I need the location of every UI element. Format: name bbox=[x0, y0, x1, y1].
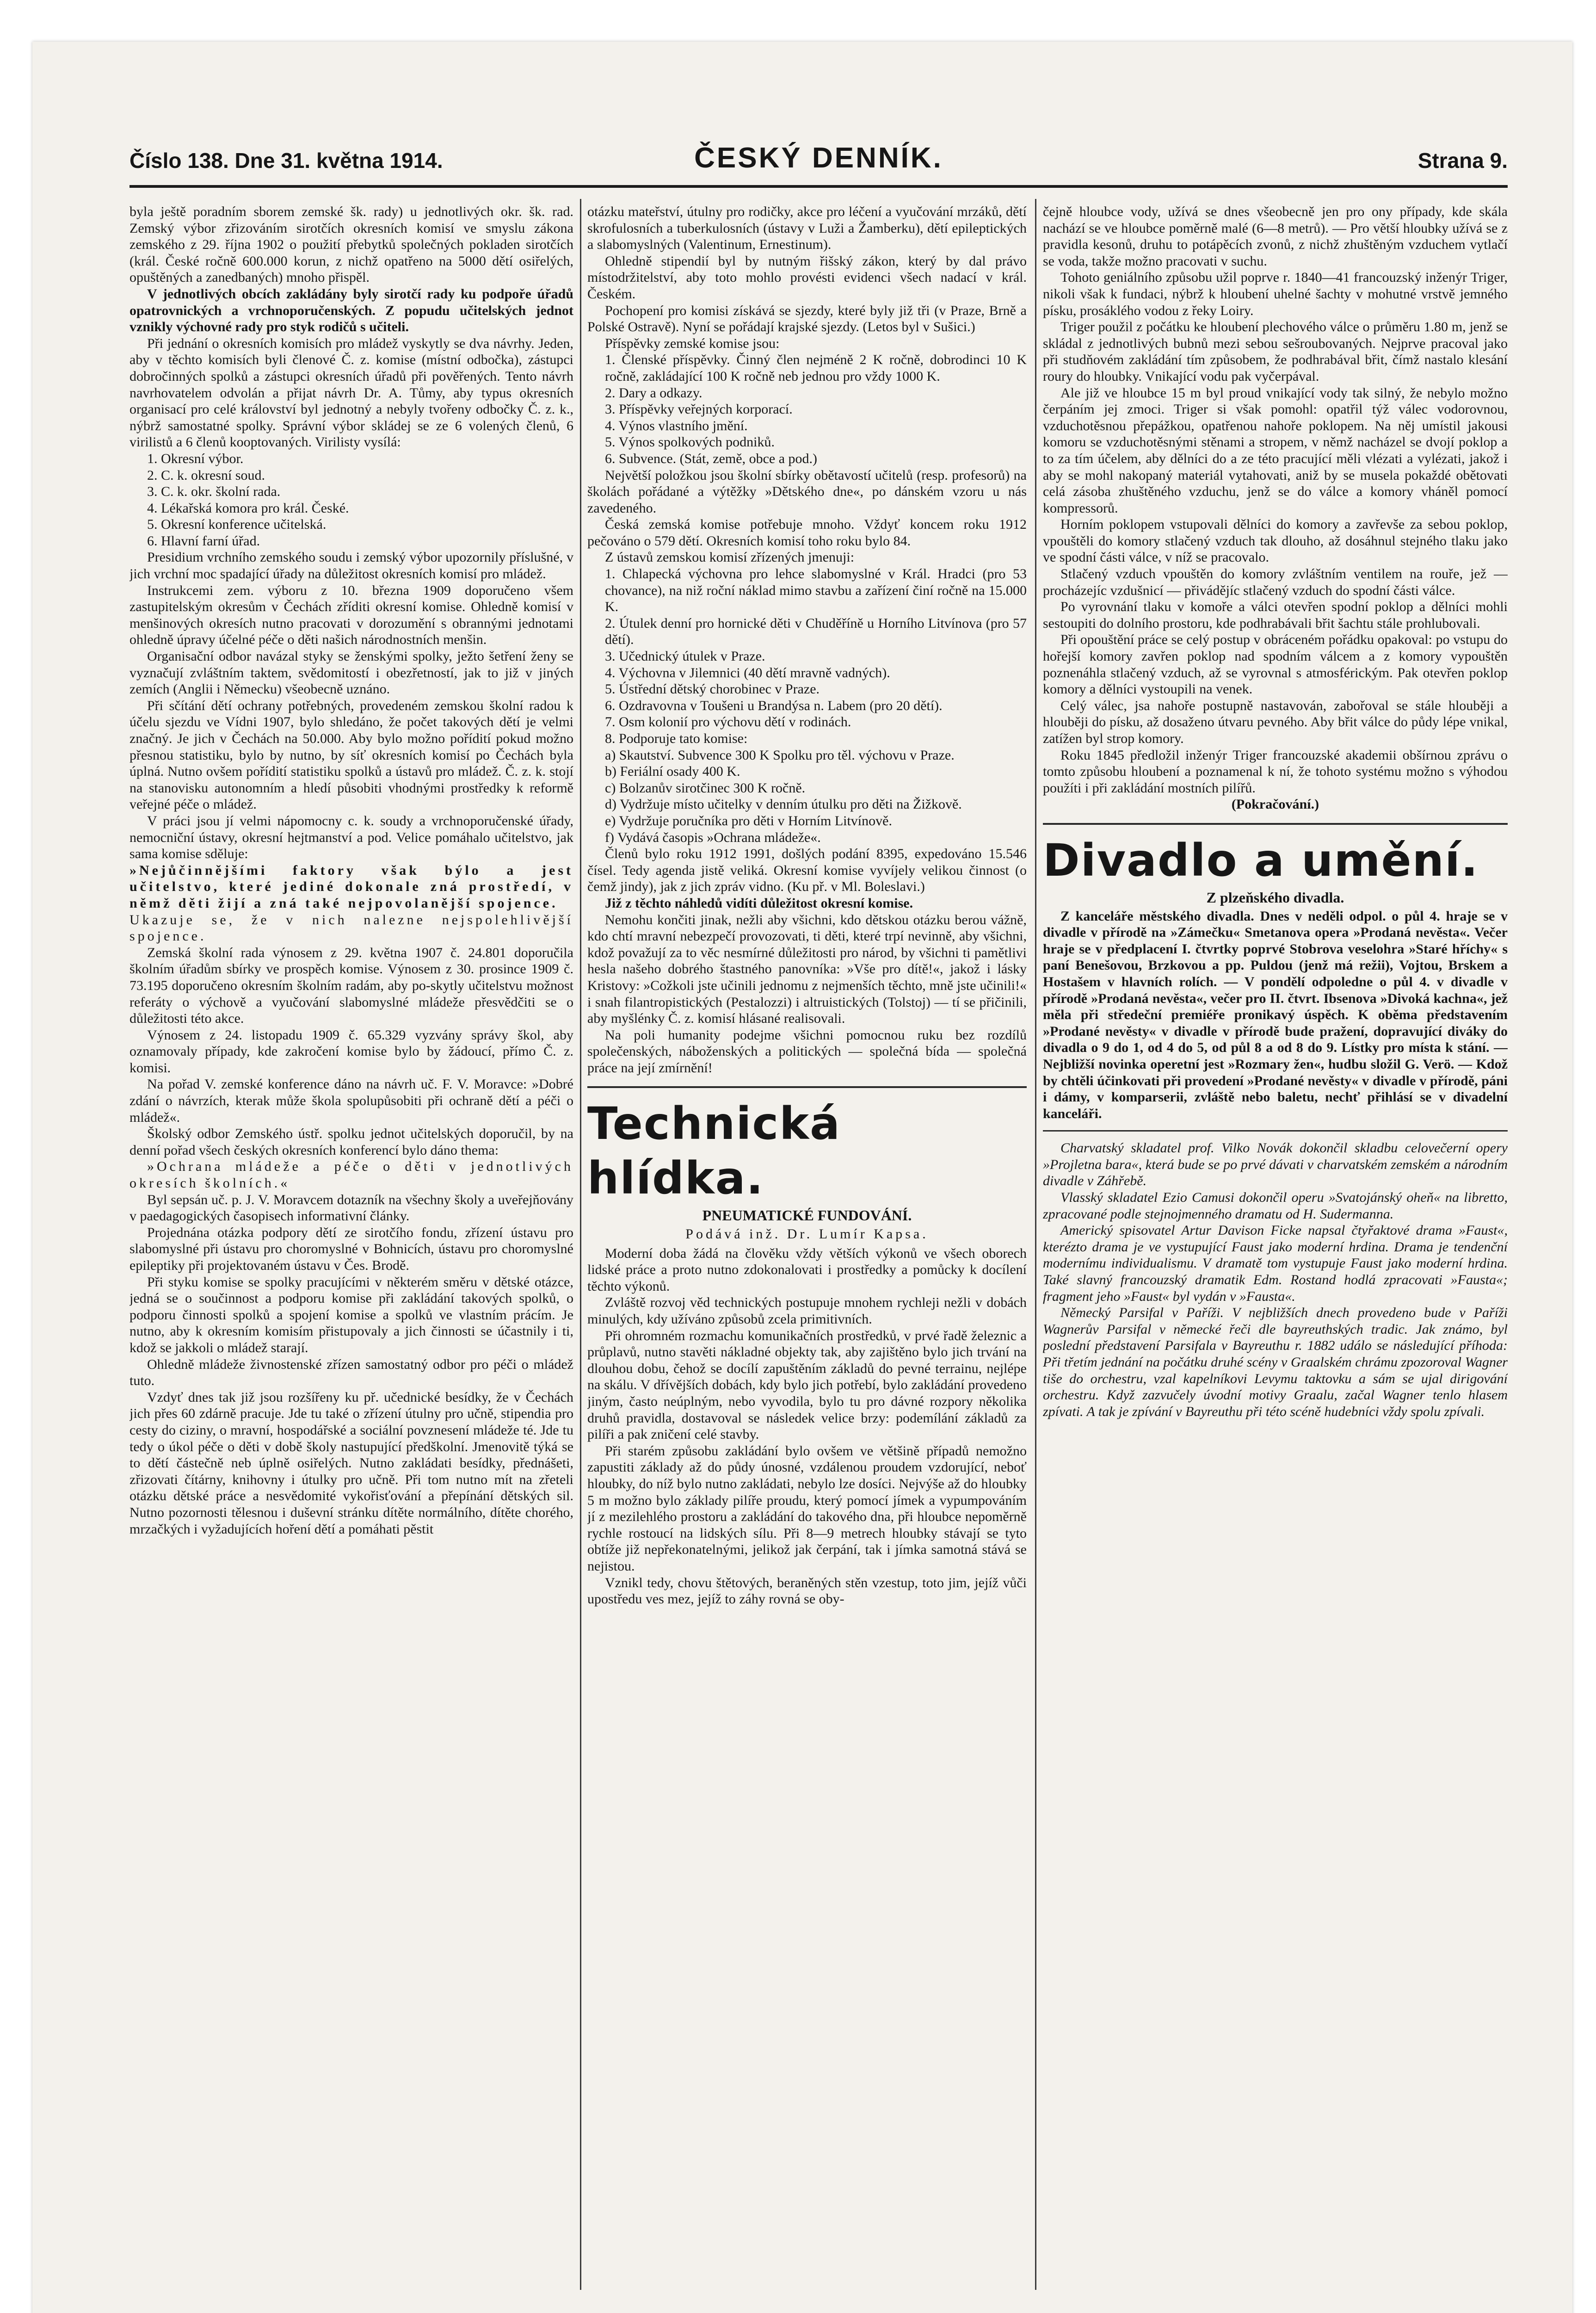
list-item: 1. Chlapecká výchovna pro lehce slabomyslné v Král. Hradci (pro 53 chovance), na niž roční náklad mimo stavbu a zařízení činí ročně na 15.000 K. bbox=[605, 566, 1027, 615]
article-subtitle: PNEUMATICKÉ FUNDOVÁNÍ. bbox=[702, 1207, 912, 1224]
list-item: 1. Členské příspěvky. Činný člen nejméně 2 K ročně, dobrodinci 10 K ročně, zakládající 100 K ročně neb jednou pro vždy 1000 K. bbox=[605, 352, 1027, 384]
list-item: 3. Učednický útulek v Praze. bbox=[605, 649, 765, 664]
masthead: ČESKÝ DENNÍK. bbox=[694, 142, 943, 174]
paragraph: Z kanceláře městského divadla. Dnes v neděli odpol. o půl 4. hraje se v divadle v přírodě na »Zámečku« Smetanova opera »Prodaná nevěsta«. Večer hraje se v předplacení I. čtvrtky poprvé Stobrova veselohra »Staré hříchy« s paní Benešovou, Brzkovou a pp. Puldou (jenž má režii), Vojtou, Brskem a Hostašem v hlavních rolích. — V pondělí odpoledne o půl 4. v divadle v přírodě »Prodaná nevěsta«, večer pro II. čtvrt. Ibsenova »Divoká kachna«, jež měla při středeční premiéře pronikavý úspěch. K oběma představením »Prodané nevěsty« v divadle v přírodě bude pražení, dopravující diváky do divadla o 9 do 1, od 4 do 5, od půl 8 a od 8 do 9. Lístky pro místa k stání. — Nejbližší novinka operetní jest »Rozmary žen«, hudbu složil G. Verö. — Kdož by chtěli účinkovati při provedení »Prodané nevěsty« v divadle v přírodě, páni i dámy, v komparserii, zvláště nebo baletu, nechť přihlásí se v divadelní kanceláři. bbox=[1043, 908, 1508, 1121]
paragraph: Při starém způsobu zakládání bylo ovšem ve většině případů nemožno zapustiti základy až do půdy únosné, vzdálenou proudem vzdorující, neboť hloubky, do níž bylo nutno zakládati, nebylo lze dosíci. Nejvýše až do hloubky 5 m možno bylo základy pilíře proudu, který pomocí jímek a vypumpováním jí z mezilehlého prostoru a zakládání do takového dna, při hloubce nepoměrně rychle rostoucí na lidských sílu. Při 8—9 metrech hloubky stávají se tyto obtíže již nepřekonatelnými, jelikož jak čerpání, tak i jímka samotná stává se nejistou. bbox=[587, 1443, 1027, 1574]
paragraph: Vzdyť dnes tak již jsou rozšířeny ku př. učednické besídky, že v Čechách jich přes 60 zdárně pracuje. Jde tu také o zřízení útulny pro učně, stipendia pro cesty do ciziny, o mravní, hospodářské a sociální povznesení mládeže té. Jde tu tedy o úkol péče o děti v době školy nastupující předškolní. Jmenovitě týká se to dětí částečně neb úplně osiřelých. Nutno zakládati besídky, přednášeti, zřizovati čítárny, knihovny i útulky pro učně. Při tom nutno mít na zřeteli otázku dětské práce a nesvědomité vykořisťování a přepínání dětských sil. Nutno pozornosti tělesnou i duševní stránku dítěte normálního, dítěte chorého, mrzačkých i vyžadujících hoření dětí a pomáhati pěstit bbox=[129, 1389, 573, 1537]
paragraph: Nemohu končiti jinak, nežli aby všichni, kdo dětskou otázku berou vážně, kdo chtí mravní nebezpečí provozovati, ti děti, které trpí nevinně, aby všichni, kdož považují za to věc nesmírné důležitosti pro národ, by všichni ti pamětlivi hesla našeho dobrého štastného panovníka: »Vše pro dítě!«, jakož i lásky Kristovy: »Cožkoli jste učinili jednomu z nejmenších těchto, mně jste učinili!« i snah filantropistických (Pestalozzi) i altruistických (Tolstoj) — tí se přičinili, aby myšlénky Č. z. komisí hlásané realisovali. bbox=[587, 912, 1027, 1027]
paragraph: Při ohromném rozmachu komunikačních prostředků, v prvé řadě železnic a průplavů, nutno stavěti nákladné objekty tak, aby zajištěno bylo jich trvání na dlouhou dobu, čehož se docílí zapuštěním základů do pevné terrainu, nejlépe na skálu. V dřívějších dobách, kdy bylo jich potřebí, bylo zakládání provedeno jiným, často neúplným, nebo vyvodila, bylo tu pro dávné rozpory několika druhů pravidla, dostavoval se následek velice brzy: podemílání základů za pilíři a pak zničení celé stavby. bbox=[587, 1328, 1027, 1442]
list-item: a) Skautství. Subvence 300 K Spolku pro těl. výchovu v Praze. bbox=[605, 747, 955, 763]
paragraph: Pochopení pro komisi získává se sjezdy, které byly již tři (v Praze, Brně a Polské Ostravě). Nyní se pořádají krajské sjezdy. (Letos byl v Sušici.) bbox=[587, 303, 1027, 335]
paragraph-spaced: »Ochrana mládeže a péče o děti v jednotlivých okresích školních.« bbox=[129, 1159, 573, 1191]
section-title: Technická hlídka. bbox=[587, 1098, 841, 1205]
list-item: 3. Příspěvky veřejných korporací. bbox=[605, 402, 793, 417]
paragraph: Členů bylo roku 1912 1991, došlých podání 8395, expedováno 15.546 čísel. Tedy agenda jistě veliká. Okresní komise vyvíjely velikou činnost (o čemž jindy), jak z jich zpráv vidno. (Ku př. v Ml. Boleslavi.) bbox=[587, 846, 1027, 895]
paragraph: Ale již ve hloubce 15 m byl proud vnikající vody tak silný, že nebylo možno čerpáním jej zmoci. Triger si však pomohl: opatřil týž válec vodorovnou, vzduchotěsnou přepážkou, opatřenou nahoře poklopem. Na něj umístil jakousi komoru se vzduchotěsnými stěnami a stropem, v němž nacházel se dvojí poklop a to za tím účelem, aby dělníci do a ze této pracující měli vlézati a vylézati, jakož i aby se mohl nakopaný materiál vytahovati, aniž by se musela pokaždé obětovati celá zásoba zhuštěného vzduchu, jenž se do válce a komory vháněl pomocí kompressorů. bbox=[1043, 385, 1508, 516]
paragraph: Americký spisovatel Artur Davison Ficke napsal čtyřaktové drama »Faust«, kterézto drama je ve vystupující Faust jako moderní hrdina. Drama je tendenční modernímu individualismu. V dramatě tom vystupuje Faust jako moderní hrdina. Také slavný francouzský dramatik Edm. Rostand hodlá zpracovati »Fausta«; fragment jeho »Faust« byl vydán v »Fausta«. bbox=[1043, 1223, 1508, 1304]
paragraph: Česká zemská komise potřebuje mnoho. Vždyť koncem roku 1912 pečováno o 579 dětí. Okresních komisí toho roku bylo 84. bbox=[587, 517, 1027, 549]
list-item: 2. Útulek denní pro hornické děti v Chuděříně u Horního Litvínova (pro 57 dětí). bbox=[605, 615, 1027, 648]
section-divider bbox=[587, 1086, 1027, 1088]
section-divider bbox=[1043, 823, 1508, 825]
paragraph: Z ústavů zemskou komisí zřízených jmenuji: bbox=[605, 550, 855, 565]
issue-date: Číslo 138. Dne 31. května 1914. bbox=[129, 148, 443, 173]
paragraph: Celý válec, jsa nahoře postupně nastavován, zabořoval se stále hlouběji a hlouběji do písku, až dosaženo útvaru pevného. Aby břit válce do půdy lépe vnikal, zatížen byl strop komory. bbox=[1043, 698, 1508, 746]
paragraph: Presidium vrchního zemského soudu i zemský výbor upozornily příslušné, v jich vrchní moc spadající úřady na důležitost okresních komisí pro mládež. bbox=[129, 550, 573, 582]
paragraph: Projednána otázka podpory dětí ze sirotčího fondu, zřízení ústavu pro slabomyslné při ústavu pro choromyslné v Bohnicích, ústavu pro choromyslné epileptiky při projektovaném ústavu v Čes. Brodě. bbox=[129, 1225, 573, 1273]
article-byline: Podává inž. Dr. Lumír Kapsa. bbox=[685, 1226, 929, 1242]
list-item: c) Bolzanův sirotčinec 300 K ročně. bbox=[605, 780, 806, 796]
paragraph: byla ještě poradním sborem zemské šk. rady) u jednotlivých okr. šk. rad. Zemský výbor zřizováním sirotčích okresních komisí ve smyslu zákona zemského z 29. října 1902 o použití přebytků společných pokladen sirotčích (král. České ročně 600.000 korun, z nichž opatřeno na 5000 dětí osiřelých, opuštěných a zanedbaných) mnoho přispěl. bbox=[129, 204, 573, 285]
paragraph-spaced: »Nejůčinnějšími faktory však býlo a jest učitelstvo, které jediné dokonale zná prostředí, v němž děti žijí a zná také nejpovolanější spojence. bbox=[129, 862, 573, 911]
paragraph: Německý Parsifal v Paříži. V nejbližších dnech provedeno bude v Paříži Wagnerův Parsifal v německé řeči dle bayreuthských tradic. Jak známo, byl poslední představení Parsifala v Bayreuthu r. 1882 událo se následující příhoda: Při třetím jednání na počátku druhé scény v Graalském chrámu zpozoroval Wagner tiše do orchestru, vzal kapelníkovi Levymu taktovku a sám se ujal dirigování orchestru. Když zazvučely úvodní motivy Graalu, začal Wagner tenlo hlasem zpívati. A tak je zpívání v Bayreuthu při této scéně hudebníci vždy spolu zpívali. bbox=[1043, 1305, 1508, 1419]
paragraph: Triger použil z počátku ke hloubení plechového válce o průměru 1.80 m, jenž se skládal z jednotlivých bubnů mezi sebou sešroubovaných. Nejprve pracoval jako při studňovém zakládání tím způsobem, že podhrabával břit, čímž nastalo klesání roury do hloubky. Vnikající vodu pak vyčerpával. bbox=[1043, 319, 1508, 384]
column-1 bbox=[129, 204, 573, 2313]
list-item: 6. Hlavní farní úřad. bbox=[147, 533, 260, 549]
list-item: 8. Podporuje tato komise: bbox=[605, 731, 748, 746]
paragraph: Ohledně stipendií byl by nutným řišský zákon, který by dal právo místodržitelství, aby toto mohlo provésti evidenci všech nadací v král. Českém. bbox=[587, 253, 1027, 302]
list-item: d) Vydržuje místo učitelky v denním útulku pro děti na Žižkově. bbox=[605, 797, 962, 812]
list-item: e) Vydržuje poručníka pro děti v Horním Litvínově. bbox=[605, 813, 892, 829]
paragraph: Vznikl tedy, chovu štětových, beraněných stěn vzestup, toto jim, jejíž vůči upostředu ves mez, jejíž to záhy rovná se oby- bbox=[587, 1575, 1027, 1607]
paragraph-spaced: Ukazuje se, že v nich nalezne nejspolehlivější spojence. bbox=[129, 912, 573, 944]
list-item: 3. C. k. okr. školní rada. bbox=[147, 484, 281, 500]
paragraph: Již z těchto náhledů vidíti důležitost okresní komise. bbox=[605, 895, 913, 911]
continuation-note: (Pokračování.) bbox=[1231, 797, 1319, 812]
paragraph: Tohoto geniálního způsobu užil poprve r. 1840—41 francouzský inženýr Triger, nikoli však k fundaci, nýbrž k hloubení uhelné šachty v mohutné vrstvě jemného písku, prosáklého vodou z řeky Loiry. bbox=[1043, 270, 1508, 318]
list-item: 5. Výnos spolkových podniků. bbox=[605, 434, 775, 450]
column-3 bbox=[1043, 204, 1508, 2313]
list-item: 7. Osm kolonií pro výchovu dětí v rodinách. bbox=[605, 714, 851, 730]
paragraph: Největší položkou jsou školní sbírky obětavostí učitelů (resp. profesorů) na školách pořádané a výtěžky »Dětského dne«, po dánském vzoru u nás zavedeného. bbox=[587, 467, 1027, 516]
paragraph: Organisační odbor navázal styky se ženskými spolky, ježto šetření ženy se vyznačují zvláštním taktem, svědomitostí i obezřetností, jak to již v jiných zemích (Anglii i Německu) všeobecně uznáno. bbox=[129, 649, 573, 697]
paragraph: Roku 1845 předložil inženýr Triger francouzské akademii obšírnou zprávu o tomto způsobu hloubení a poznamenal k ní, že tohoto systému možno s výhodou použíti i při zakládání mostních pilířů. bbox=[1043, 747, 1508, 796]
list-item: 5. Ústřední dětský chorobinec v Praze. bbox=[605, 681, 820, 697]
paragraph: Příspěvky zemské komise jsou: bbox=[605, 335, 780, 351]
paragraph: Při styku komise se spolky pracujícími v některém směru v dětské otázce, jedná se o součinnost a podporu komise při zakládání takových spolků, o podporu činnosti spolků a spojení komise a spolků ve vlastním prácím. Je nutno, aby k okresním komisím přistupovaly a jich činnosti se účastnily i ti, kdož se jakkoli o mládež starají. bbox=[129, 1274, 573, 1355]
column-divider bbox=[1035, 199, 1036, 2290]
list-item: 5. Okresní konference učitelská. bbox=[147, 517, 327, 532]
article-subtitle: Z plzeňského divadla. bbox=[1206, 889, 1344, 906]
paragraph: Byl sepsán uč. p. J. V. Moravcem dotazník na všechny školy a uveřejňovány v paedagogických časopisech informativní články. bbox=[129, 1192, 573, 1224]
list-item: f) Vydává časopis »Ochrana mládeže«. bbox=[605, 829, 821, 845]
paragraph: V jednotlivých obcích zakládány byly sirotčí rady ku podpoře úřadů opatrovnických a vrchnoporučenských. Z popudu učitelských jednot vznikly výchovné rady pro styk rodičů s učiteli. bbox=[129, 286, 573, 335]
paragraph: Moderní doba žádá na člověku vždy větších výkonů ve všech oborech lidské práce a proto nutno zdokonalovati i prostředky a pomůcky k docílení těchto výkonů. bbox=[587, 1245, 1027, 1294]
paragraph: Na poli humanity podejme všichni pomocnou ruku bez rozdílů společenských, náboženských a politických — společná bída — společná práce na její zmírnění! bbox=[587, 1027, 1027, 1076]
list-item: 6. Subvence. (Stát, země, obce a pod.) bbox=[605, 451, 818, 466]
list-item: 2. Dary a odkazy. bbox=[605, 385, 702, 401]
page-header bbox=[129, 130, 1508, 188]
list-item: b) Feriální osady 400 K. bbox=[605, 764, 740, 779]
paragraph: Zemská školní rada výnosem z 29. května 1907 č. 24.801 doporučila školním úřadům sbírky ve prospěch komise. Výnosem z 30. prosince 1909 č. 73.195 doporučeno okresním školním radám, aby po-skytly učitelstvu možnost referáty o výchově a vyučování slabomyslné mládeže přesvědčiti se o důležitosti této akce. bbox=[129, 945, 573, 1027]
paragraph: čejně hloubce vody, užívá se dnes všeobecně jen pro ony případy, kde skála nachází se ve hloubce poměrně malé (6—8 metrů). — Pro větší hloubky užívá se z pravidla kesonů, druhu to potápěcích zvonů, z nichž zhuštěným vzduchem vytlačí se voda, takže možno pracovati v suchu. bbox=[1043, 204, 1508, 269]
list-item: 4. Výnos vlastního jmění. bbox=[605, 418, 748, 433]
paragraph: Při opouštění práce se celý postup v obráceném pořádku opakoval: po vstupu do hořejší komory zavřen poklop nad spodním válcem a z komory vypouštěn poznenáhla stlačený vzduch, až se vyrovnal s atmosférickým. Pak otevřen poklop komory a dělníci vystoupili na venek. bbox=[1043, 632, 1508, 697]
page-number: Strana 9. bbox=[1417, 148, 1508, 173]
paragraph: Při sčítání dětí ochrany potřebných, provedeném zemskou školní radou k účelu sjezdu ve Vídni 1907, bylo shledáno, že počet takových dětí je velmi značný. Je jich v Čechách na 50.000. Aby bylo možno pořídití pokud možno přesnou statistiku, bylo by nutno, by síť okresních komisí po Čechách byla úplná. Nutno ovšem pořídití statistiku spolků a ústavů pro mládež. Č. z. k. stojí na stanovisku autonomním a hledí působiti vhodnými prostředky k reformě veřejné péče o mládež. bbox=[129, 698, 573, 812]
list-item: 2. C. k. okresní soud. bbox=[147, 467, 265, 483]
paragraph: Výnosem z 24. listopadu 1909 č. 65.329 vyzvány správy škol, aby oznamovaly případy, kde zakročení komise bylo by žádoucí, přímo Č. z. komisi. bbox=[129, 1027, 573, 1076]
paragraph: Stlačený vzduch vpouštěn do komory zvláštním ventilem na rouře, jež — procházejíc vzdušnicí — přivádějíc stlačený vzduch do spodní části válce. bbox=[1043, 566, 1508, 598]
divider bbox=[1043, 1130, 1508, 1132]
paragraph: Charvatský skladatel prof. Vilko Novák dokončil skladbu celovečerní opery »Projletna bara«, která bude se po prvé dávati v charvatském zemském a národním divadle v Záhřebě. bbox=[1043, 1140, 1508, 1189]
paragraph: Zvláště rozvoj věd technických postupuje mnohem rychleji nežli v dobách minulých, kdy užíváno způsobů zcela primitivních. bbox=[587, 1295, 1027, 1327]
newspaper-page bbox=[32, 42, 1572, 2313]
paragraph: Ohledně mládeže živnostenské zřízen samostatný odbor pro péči o mládež tuto. bbox=[129, 1356, 573, 1389]
column-2 bbox=[587, 204, 1027, 2313]
column-divider bbox=[580, 199, 581, 2290]
paragraph: otázku mateřství, útulny pro rodičky, akce pro léčení a vyučování mrzáků, dětí skrofulosních a tuberkulosních (ústavy v Luži a Žamberku), dětí epileptických a slabomyslných (Valentinum, Ernestinum). bbox=[587, 204, 1027, 253]
section-title: Divadlo a umění. bbox=[1043, 834, 1479, 886]
paragraph: Školský odbor Zemského ústř. spolku jednot učitelských doporučil, by na denní pořad všech českých okresních konferencí bylo dáno thema: bbox=[129, 1126, 573, 1158]
paragraph: V práci jsou jí velmi nápomocny c. k. soudy a vrchnoporučenské úřady, nemocniční ústavy, okresní hejtmanství a pod. Velice pomáhalo učitelstvo, jak sama komise sděluje: bbox=[129, 813, 573, 862]
list-item: 4. Lékařská komora pro král. České. bbox=[147, 500, 349, 516]
paragraph: Instrukcemi zem. výboru z 10. března 1909 doporučeno všem zastupitelským okresům v Čechách zříditi okresní komise. Ohledně komisí v menšinových okresích nutno pracovati v dorozumění s obrannými jednotami ohledně úpravy účelné péče o děti našich národnostních menšin. bbox=[129, 582, 573, 648]
paragraph: Na pořad V. zemské konference dáno na návrh uč. F. V. Moravce: »Dobré zdání o návrzích, kterak může škola spolupůsobiti při ochraně dětí a péči o mládež«. bbox=[129, 1076, 573, 1125]
list-item: 4. Výchovna v Jilemnici (40 dětí mravně vadných). bbox=[605, 665, 890, 680]
paragraph: Po vyrovnání tlaku v komoře a válci otevřen spodní poklop a dělníci mohli sestoupiti do dolního prostoru, kde podhrabávali břit šachtu stále prohlubovali. bbox=[1043, 599, 1508, 631]
paragraph: Při jednání o okresních komisích pro mládež vyskytly se dva návrhy. Jeden, aby v těchto komisích byli členové Č. z. komise (místní odbočka), zástupci dobročinných spolků a zástupci okresních úřadů při pověřených. Tento návrh navrhovatelem odvolán a přijat návrh Dr. A. Tůmy, aby typus okresních organisací pro celé království byl jednotný a nebyly tvořeny odbočky Č. z. k., nýbrž samostatné spolky. Správní výbor skládej se ze 6 volených členů, 6 virilistů a 6 členů kooptovaných. Virilisty vysílá: bbox=[129, 335, 573, 450]
paragraph: Horním poklopem vstupovali dělníci do komory a zavřevše za sebou poklop, vpouštěli do komory stlačený vzduch tak dlouho, až dosáhnul stejného tlaku jako ve spodní části válce, v níž se pracovalo. bbox=[1043, 517, 1508, 565]
list-item: 6. Ozdravovna v Toušeni u Brandýsa n. Labem (pro 20 dětí). bbox=[605, 698, 943, 713]
list-item: 1. Okresní výbor. bbox=[147, 451, 244, 466]
paragraph: Vlasský skladatel Ezio Camusi dokončil operu »Svatojánský oheň« na libretto, zpracované podle stejnojmenného dramatu od H. Sudermanna. bbox=[1043, 1190, 1508, 1222]
